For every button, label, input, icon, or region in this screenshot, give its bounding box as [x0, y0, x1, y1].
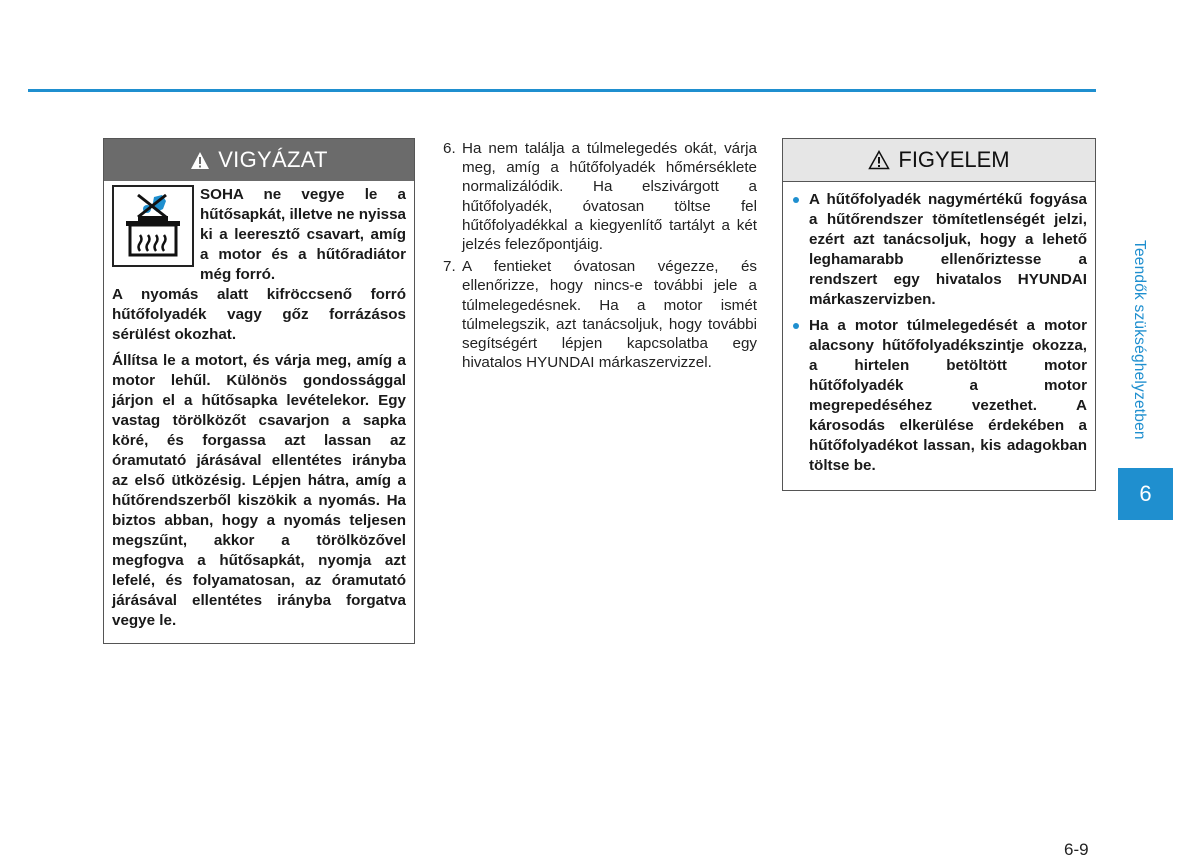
- steps-column: [443, 139, 757, 375]
- step-text: Ha nem találja a túlmelegedés okát, várja meg, amíg a hűtőfolyadék hőmérséklete normalizálódik. Ha elszivárgott a hűtőfolyadék, óvatosan töltse fel hűtőfolyadékkal a kiegyenlítő tartályt a két jelzés felezőpontjáig.: [462, 140, 757, 254]
- step-text: A fentieket óvatosan végezze, és ellenőrizze, hogy nincs-e további jele a túlmelegedésnek. Ha a motor ismét túlmelegszik, azt tanácsoljuk, hogy további segítségért lépjen kapcsolatba egy hivatalos HYUNDAI márkaszervizzel.: [462, 258, 757, 372]
- chapter-tab: 6: [1118, 468, 1173, 520]
- step-number: 6.: [443, 140, 456, 157]
- caution-bullet: [791, 316, 1087, 476]
- caution-triangle-icon: [868, 150, 890, 170]
- warning-box: [103, 138, 415, 644]
- warning-paragraph-2: Állítsa le a motort, és várja meg, amíg a motor lehűl. Különös gondossággal járjon el a hűtősapka levételekor. Egy vastag törölközőt csavarjon a sapka köré, és forgassa azt lassan az óramutató járásával ellentétes irányba az első ütközésig. Lépjen hátra, amíg a hűtőrendszerből kiszökik a nyomás. Ha biztos abban, hogy a nyomás teljesen megszűnt, akkor a törölközővel megfogva a hűtősapkát, nyomja azt lefelé, és folyamatosan, az óramutató járásával ellentétes irányba forgatva vegye le.: [112, 352, 406, 629]
- caution-title: FIGYELEM: [898, 147, 1010, 172]
- warning-title: VIGYÁZAT: [218, 147, 328, 172]
- page-number: 6-9: [1064, 840, 1089, 859]
- warning-top-row: [112, 185, 406, 285]
- section-title: Teendők szükséghelyzetben: [1131, 240, 1148, 440]
- step-item: [443, 139, 757, 254]
- top-rule: [28, 89, 1096, 92]
- step-item: [443, 257, 757, 372]
- warning-body: [104, 181, 414, 631]
- caution-box: [782, 138, 1096, 491]
- caution-header: [783, 139, 1095, 182]
- hot-radiator-icon: [112, 185, 194, 267]
- caution-body: [783, 182, 1095, 476]
- caution-bullet-text: A hűtőfolyadék nagymértékű fogyása a hűtőrendszer tömítetlenségét jelzi, ezért azt tanácsoljuk, hogy a lehető leghamarabb ellenőriztesse a rendszert egy hivatalos HYUNDAI márkaszervizben.: [809, 191, 1087, 308]
- warning-header: [104, 139, 414, 181]
- warning-triangle-icon: [190, 151, 210, 170]
- caution-bullet: [791, 190, 1087, 310]
- bullet-dot-icon: [793, 197, 799, 203]
- warning-paragraph-1: A nyomás alatt kifröccsenő forró hűtőfolyadék vagy gőz forrázásos sérülést okozhat.: [112, 286, 406, 343]
- warning-top-text: SOHA ne vegye le a hűtősapkát, illetve ne nyissa ki a leeresztő csavart, amíg a motor és a hűtőradiátor még forró.: [200, 186, 406, 283]
- bullet-dot-icon: [793, 323, 799, 329]
- step-number: 7.: [443, 258, 456, 276]
- caution-bullet-text: Ha a motor túlmelegedését a motor alacsony hűtőfolyadékszintje okozza, a hirtelen betöltött motor hűtőfolyadék a motor megrepedéséhez vezethet. A károsodás elkerülése érdekében a hűtőfolyadékot lassan, kis adagokban töltse be.: [809, 317, 1087, 474]
